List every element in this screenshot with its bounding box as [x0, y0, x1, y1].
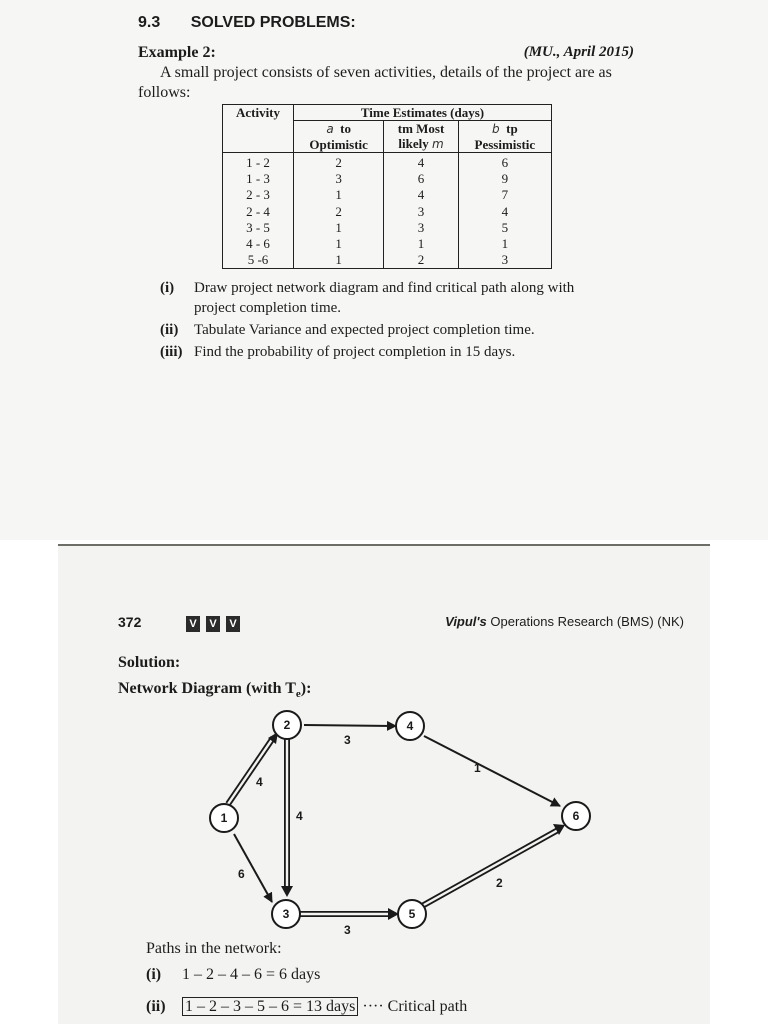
- activity-time-table: [222, 104, 552, 269]
- header-time-estimates: Time Estimates (days): [294, 105, 552, 121]
- header-most-likely: tm Most likely m: [384, 121, 458, 153]
- node-5: [398, 900, 426, 928]
- svg-text:4: 4: [406, 719, 414, 733]
- table-row: 5 -6 1 2 3: [223, 252, 552, 269]
- edge-label-4-6: 1: [474, 761, 481, 775]
- node-3: [272, 900, 300, 928]
- svg-text:6: 6: [572, 809, 580, 823]
- svg-text:1: 1: [220, 811, 228, 825]
- solution-heading: Solution:: [118, 654, 181, 671]
- publisher-logo: [186, 614, 246, 632]
- section-number: 9.3: [138, 14, 161, 31]
- critical-path-note: ···· Critical path: [362, 998, 468, 1015]
- network-heading: Network Diagram (with $T_e$):: [118, 680, 312, 701]
- logo-letter: V: [186, 616, 200, 632]
- question-1-continued: project completion time.: [194, 300, 342, 316]
- svg-text:2: 2: [283, 718, 291, 732]
- table-row: 3 - 5 1 3 5: [223, 220, 552, 236]
- node-1: [210, 804, 238, 832]
- question-2: (ii) Tabulate Variance and expected project completion time.: [160, 322, 535, 338]
- network-diagram: [190, 696, 620, 936]
- question-3: (iii) Find the probability of project completion in 15 days.: [160, 344, 516, 360]
- logo-letter: V: [206, 616, 220, 632]
- table-row: 1 - 3 3 6 9: [223, 171, 552, 187]
- handwritten-b: b: [492, 122, 500, 136]
- edge-3-5-critical: [300, 908, 399, 920]
- question-1: (i) Draw project network diagram and find critical path along with: [160, 280, 575, 296]
- book-title: Operations Research (BMS) (NK): [490, 614, 684, 629]
- header-pessimistic: b tp Pessimistic: [458, 121, 551, 153]
- header-optimistic: a to Optimistic: [294, 121, 384, 153]
- edge-label-3-5: 3: [344, 923, 351, 936]
- edge-2-3-critical: [281, 738, 293, 897]
- page-number: 372: [118, 614, 142, 630]
- paths-heading: Paths in the network:: [146, 940, 282, 957]
- section-heading: [138, 14, 356, 32]
- svg-text:3: 3: [282, 907, 290, 921]
- node-6: [562, 802, 590, 830]
- edge-5-6-critical: [422, 824, 565, 906]
- edge-label-1-2: 4: [256, 775, 263, 789]
- node-2: [273, 711, 301, 739]
- table-row: 2 - 3 1 4 7: [223, 187, 552, 203]
- edge-2-4: [304, 725, 396, 726]
- table-row: 1 - 2 2 4 6: [223, 153, 552, 172]
- running-header: [445, 614, 684, 629]
- example-reference: (MU., April 2015): [523, 44, 634, 60]
- section-title: SOLVED PROBLEMS:: [190, 14, 356, 31]
- problem-intro-line-2: follows:: [138, 84, 191, 101]
- edge-label-1-3: 6: [238, 867, 245, 881]
- problem-intro-line-1: A small project consists of seven activities, details of the project are as: [160, 64, 612, 81]
- path-1: (i) 1 – 2 – 4 – 6 = 6 days: [146, 966, 321, 983]
- header-activity: Activity: [223, 105, 294, 153]
- edge-1-2-critical: [228, 732, 278, 804]
- handwritten-a: a: [326, 122, 334, 136]
- book-brand: Vipul's: [445, 614, 487, 629]
- edge-label-5-6: 2: [496, 876, 503, 890]
- edge-label-2-3: 4: [296, 809, 303, 823]
- edge-label-2-4: 3: [344, 733, 351, 747]
- path-2-critical: (ii) 1 – 2 – 3 – 5 – 6 = 13 days ···· Critical path: [146, 998, 468, 1015]
- node-4: [396, 712, 424, 740]
- handwritten-m: m: [431, 137, 444, 151]
- example-label: Example 2:: [138, 44, 216, 61]
- table-row: 2 - 4 2 3 4: [223, 204, 552, 220]
- edge-4-6: [424, 736, 560, 806]
- logo-letter: V: [226, 616, 240, 632]
- table-row: 4 - 6 1 1 1: [223, 236, 552, 252]
- svg-text:5: 5: [408, 907, 416, 921]
- critical-path-box: 1 – 2 – 3 – 5 – 6 = 13 days: [182, 997, 358, 1016]
